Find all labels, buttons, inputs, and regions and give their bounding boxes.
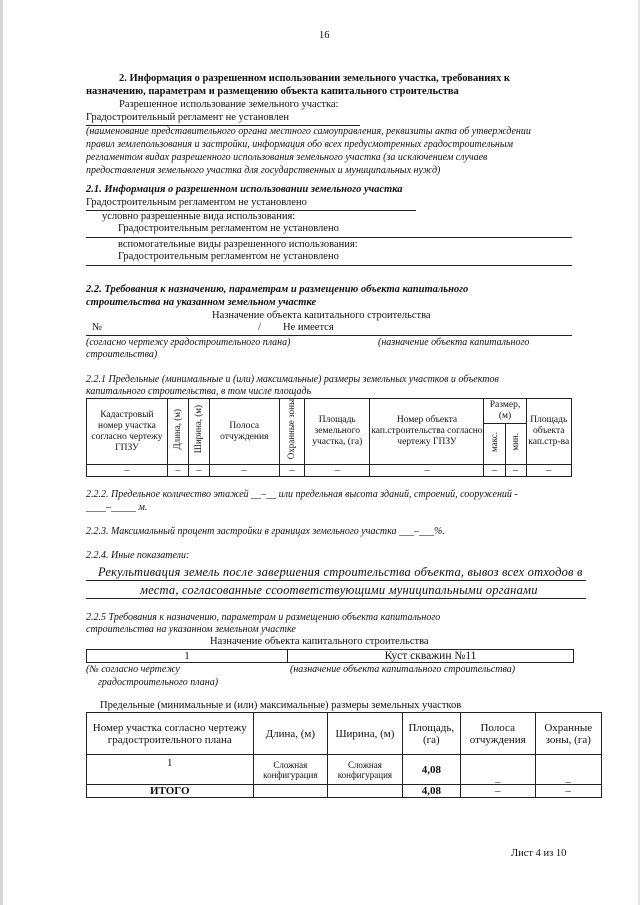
limits-header-length: Длина, (м) <box>253 713 328 755</box>
conditional-use-label: условно разрешенные вида использования: <box>102 211 296 222</box>
cell-min: – <box>505 465 526 477</box>
header-strip: Полоса отчуждения <box>209 399 279 465</box>
section22-purpose-label: Назначение объекта капитального строительства <box>212 310 431 321</box>
section2-note-line4: предоставления земельного участка для государственных и муниципальных нужд) <box>86 165 441 176</box>
section225-caption-left-line2: градостроительного плана) <box>98 677 219 688</box>
limits-total-length <box>253 785 328 798</box>
limits-table-title: Предельные (минимальные и (или) максимальные) размеры земельных участков <box>100 700 462 711</box>
section224-hand-line1: Рекультивация земель после завершения строительства объекта, вывоз всех отходов в <box>98 565 583 579</box>
section221-title-line2: капитального строительства, в том числе площадь <box>86 386 312 397</box>
limits-total-zones: – <box>535 785 601 798</box>
sheet-footer: Лист 4 из 10 <box>511 848 567 859</box>
section225-purpose-label: Назначение объекта капитального строительства <box>210 636 429 647</box>
limits-header-strip: Полоса отчуждения <box>460 713 535 755</box>
section2-note-line3: регламентом видах разрешенного использования земельного участка (за исключением случаев <box>86 152 488 163</box>
cell-object-no: – <box>370 465 484 477</box>
scan-edge-left <box>0 0 3 905</box>
limits-cell-width: Сложная конфигурация <box>328 755 403 785</box>
section225-row-value: Куст скважин №11 <box>288 650 574 663</box>
header-length: Длина, (м) <box>167 399 188 465</box>
header-object-no: Номер объекта кап.строительства согласно чертежу ГПЗУ <box>370 399 484 465</box>
page-number: 16 <box>319 30 330 41</box>
cell-obj-area: – <box>526 465 571 477</box>
limits-total-strip: – <box>460 785 535 798</box>
section222-line2: ____–_____ м. <box>86 502 148 513</box>
section21-title: 2.1. Информация о разрешенном использовании земельного участка <box>86 184 403 195</box>
section221-table <box>86 398 572 477</box>
section225-caption-left-line1: (№ согласно чертежу <box>86 664 180 675</box>
limits-cell-zones: _ <box>535 755 601 785</box>
header-max: макс. <box>484 423 505 464</box>
cell-strip: – <box>209 465 279 477</box>
section21-main-value: Градостроительным регламентом не установлено <box>86 197 307 208</box>
limits-header-area: Площадь, (га) <box>402 713 460 755</box>
cell-area: – <box>305 465 370 477</box>
section225-title-line1: 2.2.5 Требования к назначению, параметрам и размещению объекта капитального <box>86 612 441 623</box>
cell-zones: – <box>279 465 304 477</box>
section225-row-no: 1 <box>87 650 288 663</box>
section22-caption-right: (назначение объекта капитального <box>378 337 530 348</box>
section22-slash: / <box>258 322 261 333</box>
section223-text: 2.2.3. Максимальный процент застройки в границах земельного участка ___–___%. <box>86 526 445 537</box>
section2-note-line2: правил землепользования и застройки, информация обо всех предусмотренных градостроительным <box>86 139 513 150</box>
section22-title-line1: 2.2. Требования к назначению, параметрам и размещению объекта капитального <box>86 284 469 295</box>
header-area: Площадь земельного участка, (га) <box>305 399 370 465</box>
section225-table <box>86 649 574 663</box>
header-width: Ширина, (м) <box>188 399 209 465</box>
section224-underline2 <box>86 598 586 599</box>
section22-underline <box>86 335 572 336</box>
limits-total-width <box>328 785 403 798</box>
limits-total-area: 4,08 <box>402 785 460 798</box>
section22-caption-left-line2: строительства) <box>86 349 158 360</box>
section22-purpose-value: Не имеется <box>283 322 334 333</box>
section2-title-line2: назначению, параметрам и размещению объекта капитального строительства <box>86 86 459 97</box>
section224-label: 2.2.4. Иные показатели: <box>86 550 190 561</box>
section221-title-line1: 2.2.1 Предельные (минимальные и (или) максимальные) размеры земельных участков и объектов <box>86 374 499 385</box>
section224-underline1 <box>86 580 586 581</box>
cell-length: – <box>167 465 188 477</box>
header-cadastral: Кадастровый номер участка согласно чертежу ГПЗУ <box>87 399 168 465</box>
permitted-use-value: Градостроительный регламент не установлен <box>86 112 289 123</box>
auxiliary-use-value: Градостроительным регламентом не установлено <box>118 251 339 262</box>
section22-caption-left-line1: (согласно чертежу градостроительного плана) <box>86 337 291 348</box>
auxiliary-use-underline <box>86 265 572 266</box>
limits-cell-strip: _ <box>460 755 535 785</box>
limits-header-zones: Охранные зоны, (га) <box>535 713 601 755</box>
conditional-use-underline <box>86 237 572 238</box>
section2-note-line1: (наименование представительного органа местного самоуправления, реквизиты акта об утверждении <box>86 126 531 137</box>
auxiliary-use-label: вспомогательные виды разрешенного использования: <box>118 239 358 250</box>
section225-title-line2: строительства на указанном земельном участке <box>86 624 296 635</box>
limits-cell-number: 1 <box>87 755 254 785</box>
header-obj-area: Площадь объекта кап.стр-ва <box>526 399 571 465</box>
section224-hand-line2: места, согласованные ссоответствующими муниципальными органами <box>140 583 538 597</box>
limits-cell-length: Сложная конфигурация <box>253 755 328 785</box>
limits-header-number: Номер участка согласно чертежу градостроительного плана <box>87 713 254 755</box>
header-min: мин. <box>505 423 526 464</box>
permitted-use-label: Разрешенное использование земельного участка: <box>119 99 339 110</box>
limits-header-width: Ширина, (м) <box>328 713 403 755</box>
cell-width: – <box>188 465 209 477</box>
limits-total-label: ИТОГО <box>87 785 254 798</box>
section225-caption-right: (назначение объекта капитального строительства) <box>290 664 516 675</box>
section2-title-line1: 2. Информация о разрешенном использовании земельного участка, требованиях к <box>119 73 510 84</box>
header-zones: Охранные зоны <box>279 399 304 465</box>
header-size: Размер, (м) <box>484 399 526 424</box>
limits-table <box>86 712 602 798</box>
conditional-use-value: Градостроительным регламентом не установлено <box>118 223 339 234</box>
section22-title-line2: строительства на указанном земельном участке <box>86 297 317 308</box>
cell-cadastral: – <box>87 465 168 477</box>
limits-cell-area: 4,08 <box>402 755 460 785</box>
section22-number-label: № <box>92 322 103 333</box>
section222-line1: 2.2.2. Предельное количество этажей __–__ или предельная высота зданий, строений, сооружений - <box>86 489 518 500</box>
cell-max: – <box>484 465 505 477</box>
